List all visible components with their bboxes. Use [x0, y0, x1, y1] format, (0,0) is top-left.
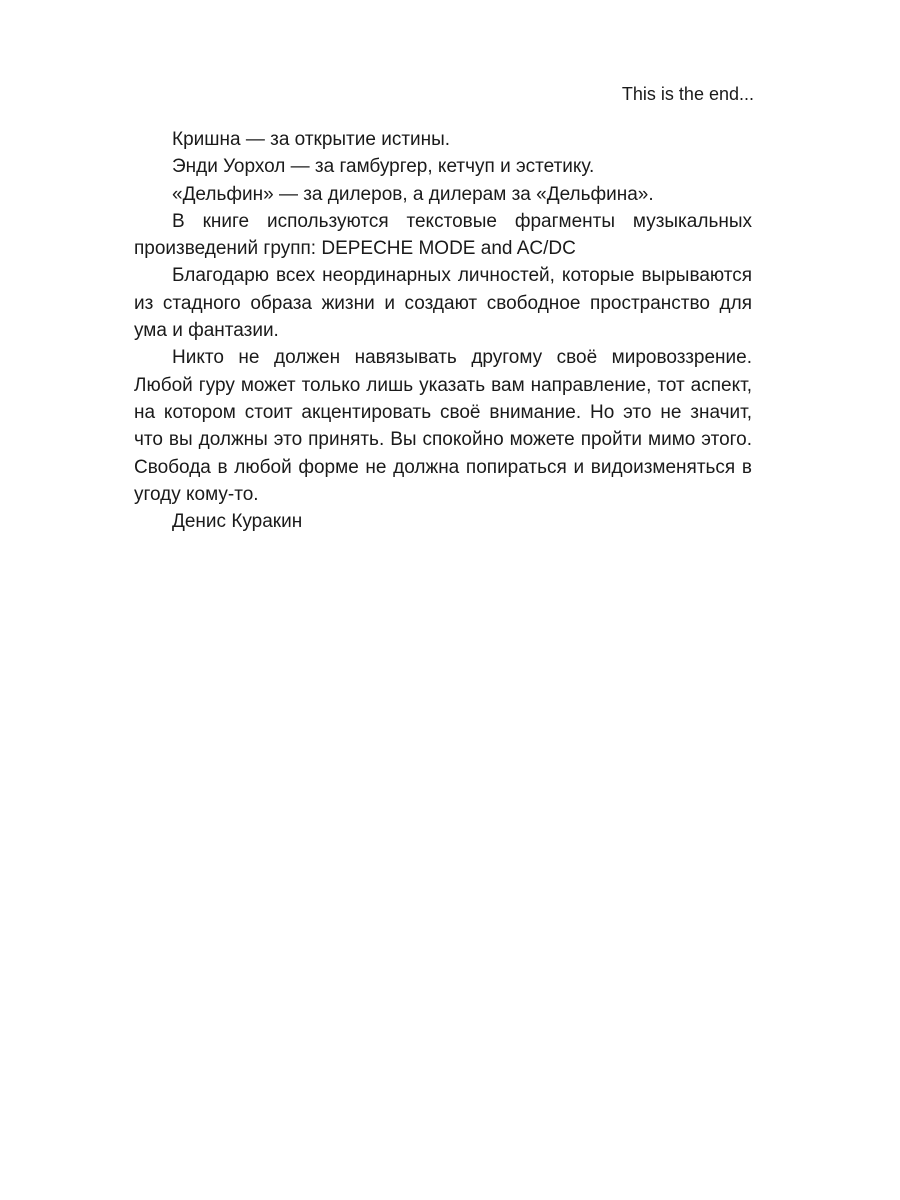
author-signature: Денис Куракин — [172, 511, 303, 533]
paragraph-worldview: Никто не должен навязывать другому своё мировоззрение. Любой гуру может только лишь указать вам направление, тот аспект, на котором стоит акцентировать своё внимание. Но это не значит, что вы должны это принять. Вы спокойно можете пройти мимо этого. Свобода в любой форме не должна попираться и видоизменяться в угоду кому-то. — [134, 347, 752, 505]
paragraph-gratitude: Благодарю всех неординарных личностей, которые вырываются из стадного образа жизни и создают свободное пространство для ума и фантазии. — [134, 265, 752, 342]
paragraph-delfin: «Дельфин» — за дилеров, а дилерам за «Дельфина». — [172, 183, 654, 205]
paragraph-warhol: Энди Уорхол — за гамбургер, кетчуп и эстетику. — [172, 156, 595, 178]
paragraph-music-fragments: В книге используются текстовые фрагменты музыкальных произведений групп: DEPECHE MODE and AC/DC — [134, 210, 752, 260]
paragraph-krishna: Кришна — за открытие истины. — [172, 129, 451, 150]
acknowledgements-text — [134, 126, 752, 535]
running-header: This is the end... — [621, 84, 754, 104]
